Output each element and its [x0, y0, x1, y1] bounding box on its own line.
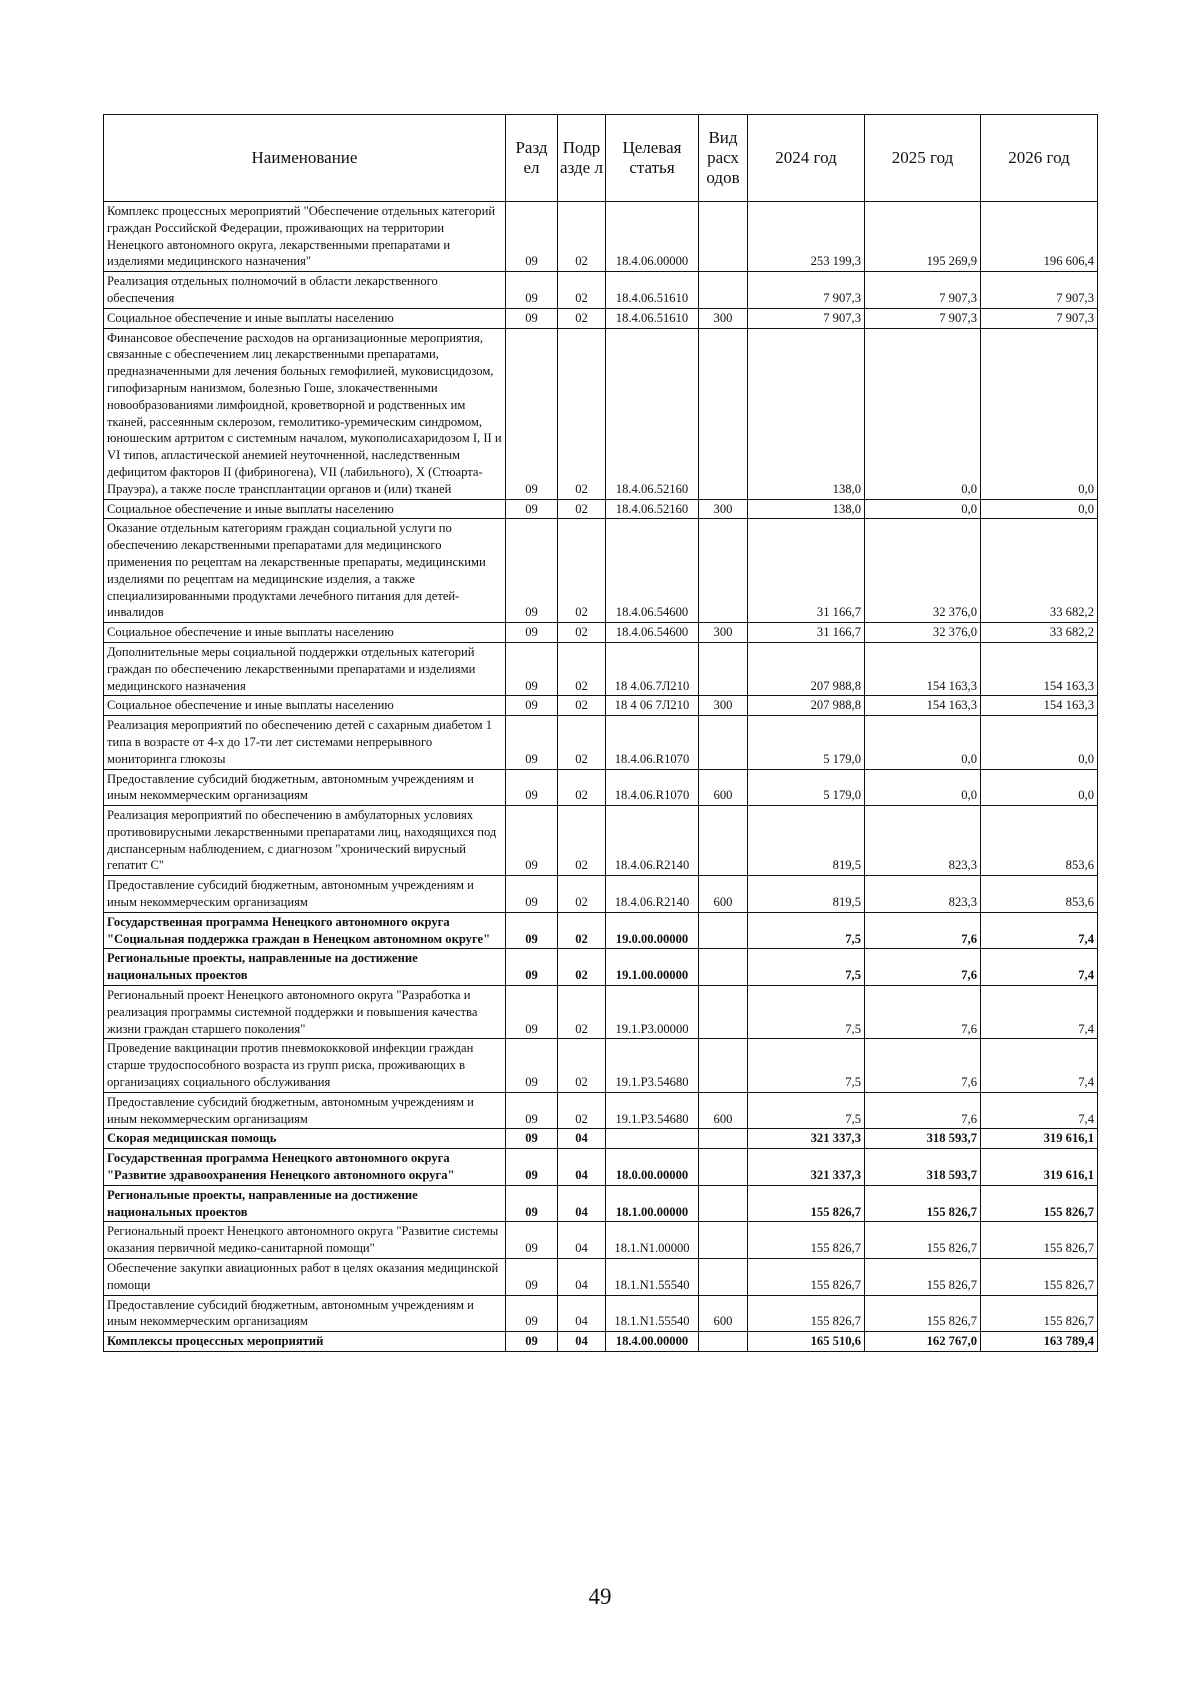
table-row: [104, 328, 1098, 499]
cell-2026: 7,4: [981, 912, 1098, 949]
cell-name: Проведение вакцинации против пневмококковой инфекции граждан старше трудоспособного возраста из групп риска, проживающих в организациях социального обслуживания: [104, 1039, 506, 1092]
header-year-2026: 2026 год: [981, 115, 1098, 202]
cell-2024: 819,5: [748, 806, 865, 876]
cell-2025: 823,3: [865, 806, 981, 876]
cell-2025: 32 376,0: [865, 623, 981, 643]
cell-subsection: 02: [558, 769, 606, 806]
table-row: [104, 272, 1098, 309]
cell-name: Социальное обеспечение и иные выплаты населению: [104, 623, 506, 643]
cell-target-article: 19.1.P3.54680: [606, 1039, 699, 1092]
cell-subsection: 02: [558, 499, 606, 519]
cell-expense-type: [699, 328, 748, 499]
cell-subsection: 02: [558, 272, 606, 309]
table-row: [104, 642, 1098, 695]
cell-name: Оказание отдельным категориям граждан социальной услуги по обеспечению лекарственными препаратами для медицинского применения по рецептам на лекарственные препараты, медицинскими изделиями по рецептам на медицинские изделия, а также специализированными продуктами лечебного питания для детей-инвалидов: [104, 519, 506, 623]
cell-target-article: 18 4 06 7Л210: [606, 696, 699, 716]
cell-name: Социальное обеспечение и иные выплаты населению: [104, 696, 506, 716]
cell-expense-type: [699, 806, 748, 876]
cell-expense-type: [699, 949, 748, 986]
cell-2025: 7,6: [865, 949, 981, 986]
cell-2024: 7 907,3: [748, 272, 865, 309]
cell-section: 09: [506, 1185, 558, 1222]
cell-2024: 207 988,8: [748, 696, 865, 716]
cell-subsection: 02: [558, 1039, 606, 1092]
cell-subsection: 04: [558, 1295, 606, 1332]
cell-2024: 155 826,7: [748, 1295, 865, 1332]
cell-2024: 31 166,7: [748, 623, 865, 643]
cell-name: Предоставление субсидий бюджетным, автономным учреждениям и иным некоммерческим организациям: [104, 769, 506, 806]
cell-expense-type: [699, 1149, 748, 1186]
cell-subsection: 02: [558, 912, 606, 949]
cell-section: 09: [506, 912, 558, 949]
cell-section: 09: [506, 623, 558, 643]
cell-2024: 31 166,7: [748, 519, 865, 623]
cell-target-article: 19.1.00.00000: [606, 949, 699, 986]
cell-section: 09: [506, 696, 558, 716]
header-expense-type: Вид расх одов: [699, 115, 748, 202]
cell-section: 09: [506, 272, 558, 309]
cell-2024: 253 199,3: [748, 202, 865, 272]
cell-expense-type: 600: [699, 769, 748, 806]
budget-table: [103, 114, 1098, 1352]
cell-2026: 853,6: [981, 806, 1098, 876]
cell-2026: 7 907,3: [981, 308, 1098, 328]
cell-2024: 321 337,3: [748, 1129, 865, 1149]
table-row: [104, 986, 1098, 1039]
cell-2024: 321 337,3: [748, 1149, 865, 1186]
cell-subsection: 02: [558, 519, 606, 623]
cell-section: 09: [506, 1259, 558, 1296]
cell-target-article: 18.1.N1.00000: [606, 1222, 699, 1259]
cell-name: Региональные проекты, направленные на достижение национальных проектов: [104, 949, 506, 986]
cell-expense-type: [699, 642, 748, 695]
cell-subsection: 02: [558, 949, 606, 986]
cell-expense-type: [699, 202, 748, 272]
table-row: [104, 1259, 1098, 1296]
header-name: Наименование: [104, 115, 506, 202]
cell-expense-type: [699, 1259, 748, 1296]
table-row: [104, 623, 1098, 643]
cell-2024: 138,0: [748, 328, 865, 499]
cell-name: Дополнительные меры социальной поддержки отдельных категорий граждан по обеспечению лекарственными препаратами и изделиями медицинского назначения: [104, 642, 506, 695]
cell-2024: 819,5: [748, 876, 865, 913]
cell-section: 09: [506, 1129, 558, 1149]
cell-2024: 7,5: [748, 1039, 865, 1092]
cell-2026: 0,0: [981, 769, 1098, 806]
cell-2026: 155 826,7: [981, 1185, 1098, 1222]
table-row: [104, 949, 1098, 986]
cell-subsection: 02: [558, 696, 606, 716]
cell-name: Региональный проект Ненецкого автономного округа "Разработка и реализация программы системной поддержки и повышения качества жизни граждан старшего поколения": [104, 986, 506, 1039]
table-row: [104, 912, 1098, 949]
cell-2026: 33 682,2: [981, 519, 1098, 623]
cell-target-article: 18.4.06.54600: [606, 519, 699, 623]
header-section: Разд ел: [506, 115, 558, 202]
cell-2026: 154 163,3: [981, 642, 1098, 695]
cell-section: 09: [506, 499, 558, 519]
cell-subsection: 04: [558, 1149, 606, 1186]
cell-name: Региональный проект Ненецкого автономного округа "Развитие системы оказания первичной медико-санитарной помощи": [104, 1222, 506, 1259]
table-row: [104, 876, 1098, 913]
cell-target-article: 18 4.06.7Л210: [606, 642, 699, 695]
cell-expense-type: [699, 1332, 748, 1352]
cell-section: 09: [506, 1039, 558, 1092]
cell-2026: 7,4: [981, 1092, 1098, 1129]
table-row: [104, 806, 1098, 876]
cell-2026: 7,4: [981, 986, 1098, 1039]
cell-2024: 7,5: [748, 912, 865, 949]
cell-subsection: 04: [558, 1129, 606, 1149]
cell-subsection: 02: [558, 328, 606, 499]
cell-target-article: 18.4.06.00000: [606, 202, 699, 272]
cell-subsection: 04: [558, 1259, 606, 1296]
cell-2026: 319 616,1: [981, 1129, 1098, 1149]
cell-expense-type: [699, 912, 748, 949]
cell-2025: 155 826,7: [865, 1222, 981, 1259]
cell-2026: 33 682,2: [981, 623, 1098, 643]
table-row: [104, 769, 1098, 806]
cell-target-article: 18.1.00.00000: [606, 1185, 699, 1222]
header-subsection: Подр азде л: [558, 115, 606, 202]
cell-target-article: 18.4.06.54600: [606, 623, 699, 643]
table-row: [104, 519, 1098, 623]
cell-expense-type: [699, 1129, 748, 1149]
cell-2025: 155 826,7: [865, 1185, 981, 1222]
cell-subsection: 02: [558, 623, 606, 643]
cell-target-article: 18.1.N1.55540: [606, 1295, 699, 1332]
cell-2024: 7,5: [748, 986, 865, 1039]
cell-subsection: 02: [558, 986, 606, 1039]
cell-section: 09: [506, 1332, 558, 1352]
cell-target-article: 18.4.06.52160: [606, 499, 699, 519]
cell-target-article: 18.1.N1.55540: [606, 1259, 699, 1296]
cell-name: Реализация отдельных полномочий в области лекарственного обеспечения: [104, 272, 506, 309]
table-row: [104, 1222, 1098, 1259]
cell-subsection: 04: [558, 1332, 606, 1352]
cell-expense-type: 300: [699, 308, 748, 328]
cell-2026: 155 826,7: [981, 1222, 1098, 1259]
cell-2026: 7,4: [981, 949, 1098, 986]
cell-section: 09: [506, 519, 558, 623]
cell-2024: 155 826,7: [748, 1185, 865, 1222]
cell-section: 09: [506, 328, 558, 499]
cell-section: 09: [506, 806, 558, 876]
table-row: [104, 696, 1098, 716]
cell-section: 09: [506, 1222, 558, 1259]
cell-2026: 7,4: [981, 1039, 1098, 1092]
cell-2025: 318 593,7: [865, 1149, 981, 1186]
cell-name: Скорая медицинская помощь: [104, 1129, 506, 1149]
cell-subsection: 02: [558, 716, 606, 769]
table-header-row: [104, 115, 1098, 202]
cell-2026: 196 606,4: [981, 202, 1098, 272]
cell-name: Реализация мероприятий по обеспечению в амбулаторных условиях противовирусными лекарственными препаратами лиц, находящихся под диспансерным наблюдением, с диагнозом "хронический вирусный гепатит С": [104, 806, 506, 876]
cell-2026: 163 789,4: [981, 1332, 1098, 1352]
cell-2024: 165 510,6: [748, 1332, 865, 1352]
cell-subsection: 02: [558, 806, 606, 876]
cell-section: 09: [506, 876, 558, 913]
cell-2025: 0,0: [865, 499, 981, 519]
cell-2025: 7 907,3: [865, 308, 981, 328]
cell-name: Комплекс процессных мероприятий "Обеспечение отдельных категорий граждан Российской Федерации, проживающих на территории Ненецкого автономного округа, лекарственными препаратами и изделиями медицинского назначения": [104, 202, 506, 272]
cell-2026: 155 826,7: [981, 1259, 1098, 1296]
cell-expense-type: [699, 272, 748, 309]
cell-2025: 7,6: [865, 986, 981, 1039]
cell-2024: 155 826,7: [748, 1259, 865, 1296]
cell-2025: 155 826,7: [865, 1295, 981, 1332]
cell-expense-type: [699, 519, 748, 623]
cell-expense-type: [699, 986, 748, 1039]
cell-expense-type: 300: [699, 696, 748, 716]
cell-target-article: 19.1.P3.54680: [606, 1092, 699, 1129]
table-row: [104, 1129, 1098, 1149]
cell-2025: 7,6: [865, 912, 981, 949]
cell-2025: 154 163,3: [865, 696, 981, 716]
header-year-2024: 2024 год: [748, 115, 865, 202]
cell-expense-type: [699, 1039, 748, 1092]
cell-target-article: 18.4.06.R1070: [606, 716, 699, 769]
table-row: [104, 202, 1098, 272]
cell-2025: 0,0: [865, 769, 981, 806]
cell-section: 09: [506, 1092, 558, 1129]
cell-2025: 0,0: [865, 328, 981, 499]
cell-2025: 7,6: [865, 1092, 981, 1129]
table-body: [104, 202, 1098, 1352]
cell-subsection: 02: [558, 308, 606, 328]
cell-2026: 0,0: [981, 716, 1098, 769]
cell-2025: 7 907,3: [865, 272, 981, 309]
cell-expense-type: 300: [699, 499, 748, 519]
cell-name: Реализация мероприятий по обеспечению детей с сахарным диабетом 1 типа в возрасте от 4-х до 17-ти лет системами непрерывного мониторинга глюкозы: [104, 716, 506, 769]
cell-subsection: 02: [558, 876, 606, 913]
cell-name: Предоставление субсидий бюджетным, автономным учреждениям и иным некоммерческим организациям: [104, 1092, 506, 1129]
cell-target-article: 18.4.06.51610: [606, 308, 699, 328]
cell-2024: 7 907,3: [748, 308, 865, 328]
cell-expense-type: [699, 1222, 748, 1259]
cell-target-article: [606, 1129, 699, 1149]
cell-section: 09: [506, 202, 558, 272]
cell-2025: 195 269,9: [865, 202, 981, 272]
table-row: [104, 1092, 1098, 1129]
cell-2025: 0,0: [865, 716, 981, 769]
cell-2025: 823,3: [865, 876, 981, 913]
cell-expense-type: 600: [699, 1295, 748, 1332]
cell-expense-type: 600: [699, 1092, 748, 1129]
cell-target-article: 18.0.00.00000: [606, 1149, 699, 1186]
cell-name: Государственная программа Ненецкого автономного округа "Социальная поддержка граждан в Ненецком автономном округе": [104, 912, 506, 949]
cell-2026: 154 163,3: [981, 696, 1098, 716]
cell-expense-type: [699, 1185, 748, 1222]
cell-2025: 155 826,7: [865, 1259, 981, 1296]
cell-2025: 318 593,7: [865, 1129, 981, 1149]
cell-2024: 7,5: [748, 1092, 865, 1129]
cell-section: 09: [506, 308, 558, 328]
cell-name: Социальное обеспечение и иные выплаты населению: [104, 499, 506, 519]
table-row: [104, 1149, 1098, 1186]
cell-subsection: 04: [558, 1185, 606, 1222]
cell-2024: 7,5: [748, 949, 865, 986]
cell-2024: 155 826,7: [748, 1222, 865, 1259]
cell-name: Региональные проекты, направленные на достижение национальных проектов: [104, 1185, 506, 1222]
cell-2026: 319 616,1: [981, 1149, 1098, 1186]
cell-section: 09: [506, 642, 558, 695]
cell-2026: 155 826,7: [981, 1295, 1098, 1332]
cell-target-article: 18.4.06.R1070: [606, 769, 699, 806]
table-row: [104, 1185, 1098, 1222]
cell-target-article: 19.1.P3.00000: [606, 986, 699, 1039]
cell-2026: 7 907,3: [981, 272, 1098, 309]
cell-target-article: 18.4.06.51610: [606, 272, 699, 309]
cell-section: 09: [506, 1295, 558, 1332]
cell-2026: 0,0: [981, 499, 1098, 519]
cell-section: 09: [506, 716, 558, 769]
table-row: [104, 1295, 1098, 1332]
cell-2024: 138,0: [748, 499, 865, 519]
header-target-article: Целевая статья: [606, 115, 699, 202]
table-row: [104, 1039, 1098, 1092]
table-row: [104, 499, 1098, 519]
cell-section: 09: [506, 986, 558, 1039]
cell-name: Обеспечение закупки авиационных работ в целях оказания медицинской помощи: [104, 1259, 506, 1296]
header-year-2025: 2025 год: [865, 115, 981, 202]
cell-expense-type: [699, 716, 748, 769]
table-row: [104, 308, 1098, 328]
cell-expense-type: 300: [699, 623, 748, 643]
cell-name: Социальное обеспечение и иные выплаты населению: [104, 308, 506, 328]
cell-section: 09: [506, 769, 558, 806]
cell-2025: 154 163,3: [865, 642, 981, 695]
cell-subsection: 02: [558, 1092, 606, 1129]
cell-2025: 162 767,0: [865, 1332, 981, 1352]
cell-subsection: 02: [558, 642, 606, 695]
cell-target-article: 18.4.06.52160: [606, 328, 699, 499]
table-row: [104, 716, 1098, 769]
cell-target-article: 18.4.06.R2140: [606, 806, 699, 876]
cell-name: Предоставление субсидий бюджетным, автономным учреждениям и иным некоммерческим организациям: [104, 1295, 506, 1332]
table-row: [104, 1332, 1098, 1352]
cell-2026: 853,6: [981, 876, 1098, 913]
cell-subsection: 04: [558, 1222, 606, 1259]
cell-target-article: 18.4.06.R2140: [606, 876, 699, 913]
cell-name: Предоставление субсидий бюджетным, автономным учреждениям и иным некоммерческим организациям: [104, 876, 506, 913]
cell-subsection: 02: [558, 202, 606, 272]
cell-target-article: 18.4.00.00000: [606, 1332, 699, 1352]
cell-name: Комплексы процессных мероприятий: [104, 1332, 506, 1352]
cell-2024: 5 179,0: [748, 769, 865, 806]
cell-name: Финансовое обеспечение расходов на организационные мероприятия, связанные с обеспечением лиц лекарственными препаратами, предназначенными для лечения больных гемофилией, муковисцидозом, гипофизарным нанизмом, болезнью Гоше, злокачественными новообразованиями лимфоидной, кроветворной и родственных им тканей, рассеянным склерозом, гемолитико-уремическим синдромом, юношеским артритом с системным началом, мукополисахаридозом I, II и VI типов, апластической анемией неуточненной, наследственным дефицитом факторов II (фибриногена), VII (лабильного), X (Стюарта-Прауэра), а также после трансплантации органов и (или) тканей: [104, 328, 506, 499]
cell-2024: 5 179,0: [748, 716, 865, 769]
cell-section: 09: [506, 949, 558, 986]
cell-expense-type: 600: [699, 876, 748, 913]
cell-section: 09: [506, 1149, 558, 1186]
cell-2024: 207 988,8: [748, 642, 865, 695]
cell-2026: 0,0: [981, 328, 1098, 499]
cell-name: Государственная программа Ненецкого автономного округа "Развитие здравоохранения Ненецкого автономного округа": [104, 1149, 506, 1186]
page-number: 49: [588, 1584, 612, 1609]
cell-2025: 7,6: [865, 1039, 981, 1092]
cell-target-article: 19.0.00.00000: [606, 912, 699, 949]
cell-2025: 32 376,0: [865, 519, 981, 623]
